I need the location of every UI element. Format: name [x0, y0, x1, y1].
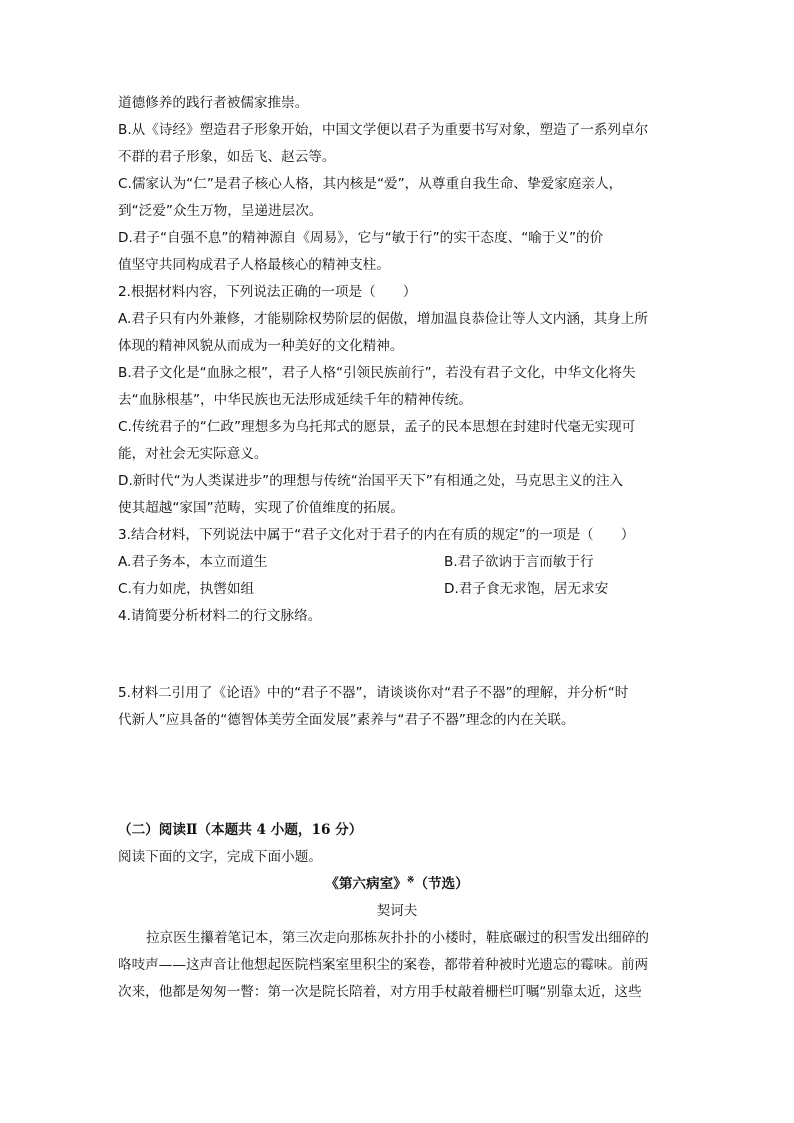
- q3-option-b: B.君子欲讷于言而敏于行: [444, 554, 594, 570]
- article-title-excerpt: （节选）: [414, 876, 469, 892]
- article-title-main: 《第六病室》: [325, 876, 407, 892]
- article-title: [0, 875, 794, 893]
- paragraph-line-3: 次来，他都是匆匆一瞥：第一次是院长陪着，对方用手杖敲着栅栏叮嘱“别靠太近，这些: [118, 984, 642, 1000]
- option-c-line-2: 到“泛爱”众生万物，呈递进层次。: [118, 203, 323, 219]
- article-author: 契诃夫: [376, 903, 418, 919]
- section-heading: （二）阅读Ⅱ（本题共 4 小题，16 分）: [118, 822, 363, 838]
- question-3-stem: 3.结合材料，下列说法中属于“君子文化对于君子的内在有质的规定”的一项是（ ）: [118, 527, 635, 543]
- option-b-line-2: 不群的君子形象，如岳飞、赵云等。: [118, 149, 336, 165]
- option-b-line-1: B.从《诗经》塑造君子形象开始，中国文学便以君子为重要书写对象，塑造了一系列卓尔: [118, 122, 649, 138]
- option-d-line-2: 值坚守共同构成君子人格最核心的精神支柱。: [118, 257, 390, 273]
- option-c-line-1: C.儒家认为“仁”是君子核心人格，其内核是“爱”，从尊重自我生命、挚爱家庭亲人，: [118, 176, 623, 192]
- paragraph-line-1: 拉京医生攥着笔记本，第三次走向那栋灰扑扑的小楼时，鞋底碾过的积雪发出细碎的: [146, 930, 649, 946]
- q2-option-c-line-2: 能，对社会无实际意义。: [118, 446, 268, 462]
- question-5-line-1: 5.材料二引用了《论语》中的“君子不器”，请谈谈你对“君子不器”的理解，并分析“时: [118, 685, 629, 701]
- question-5-line-2: 代新人”应具备的“德智体美劳全面发展”素养与“君子不器”理念的内在关联。: [118, 712, 575, 728]
- q3-option-d: D.君子食无求饱，居无求安: [444, 581, 609, 597]
- reading-instruction: 阅读下面的文字，完成下面小题。: [118, 849, 322, 865]
- q2-option-b-line-2: 去“血脉根基”，中华民族也无法形成延续千年的精神传统。: [118, 392, 472, 408]
- question-2-stem: 2.根据材料内容，下列说法正确的一项是（ ）: [118, 284, 417, 300]
- question-4-stem: 4.请简要分析材料二的行文脉络。: [118, 608, 322, 624]
- q2-option-d-line-1: D.新时代“为人类谋进步”的理想与传统“治国平天下”有相通之处，马克思主义的注入: [118, 473, 624, 489]
- q3-option-c: C.有力如虎，执辔如组: [118, 581, 255, 597]
- text-line: 道德修养的践行者被儒家推崇。: [118, 95, 309, 111]
- q2-option-c-line-1: C.传统君子的“仁政”理想多为乌托邦式的愿景，孟子的民本思想在封建时代毫无实现可: [118, 419, 636, 435]
- q2-option-d-line-2: 使其超越“家国”范畴，实现了价值维度的拓展。: [118, 500, 404, 516]
- q2-option-b-line-1: B.君子文化是“血脉之根”，君子人格“引领民族前行”，若没有君子文化，中华文化将失: [118, 365, 636, 381]
- q2-option-a-line-1: A.君子只有内外兼修，才能剔除权势阶层的倨傲，增加温良恭俭让等人文内涵，其身上所: [118, 311, 648, 327]
- paragraph-line-2: 咯吱声——这声音让他想起医院档案室里积尘的案卷，都带着种被时光遗忘的霉味。前两: [118, 957, 649, 973]
- option-d-line-1: D.君子“自强不息”的精神源自《周易》，它与“敏于行”的实干态度、“喻于义”的价: [118, 230, 604, 246]
- q3-option-a: A.君子务本，本立而道生: [118, 554, 268, 570]
- footnote-mark: ※: [406, 875, 415, 886]
- q2-option-a-line-2: 体现的精神风貌从而成为一种美好的文化精神。: [118, 338, 404, 354]
